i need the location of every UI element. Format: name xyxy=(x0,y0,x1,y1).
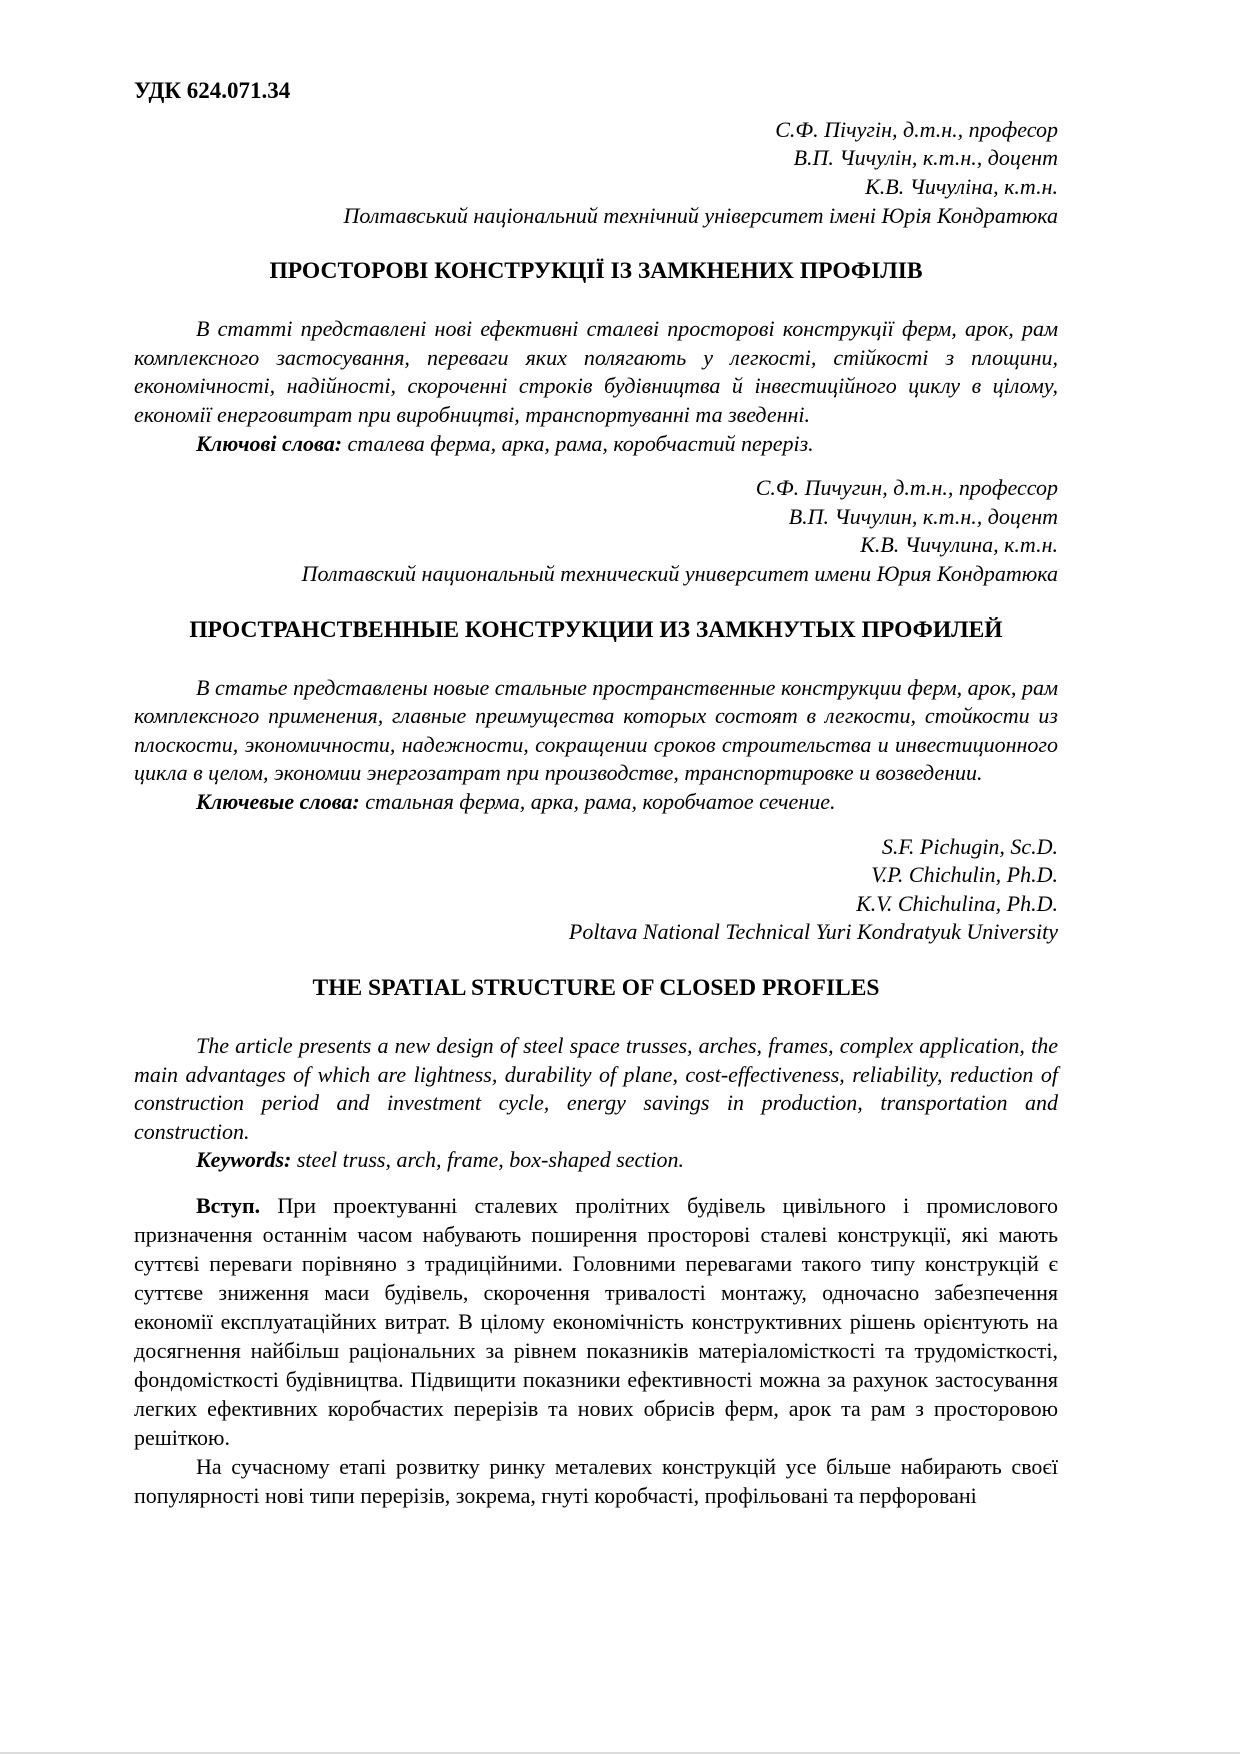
affiliation-line: Полтавський національний технічний університет імені Юрія Кондратюка xyxy=(343,202,1058,228)
intro-text: При проектуванні сталевих пролітних будівель цивільного і промислового призначення останнім часом набувають поширення просторові сталеві конструкції, які мають суттєві переваги порівняно з традиційними. Головними перевагами такого типу конструкцій є суттєве зниження маси будівель, скорочення тривалості монтажу, одночасно забезпечення економії експлуатаційних витрат. В цілому економічність конструктивних рішень орієнтують на досягнення найбільш раціональних за рівнем показників матеріаломісткості та трудомісткості, фондомісткості будівництва. Підвищити показники ефективності можна за рахунок застосування легких ефективних коробчастих перерізів та нових обрисів ферм, арок та рам з просторовою решіткою. xyxy=(134,1192,1058,1451)
keywords-text: стальная ферма, арка, рама, коробчатое сечение. xyxy=(359,789,836,815)
authors-block-uk xyxy=(134,116,1058,230)
affiliation-line: Poltava National Technical Yuri Kondratyuk University xyxy=(568,919,1058,945)
author-line: К.В. Чичуліна, к.т.н. xyxy=(865,174,1058,200)
authors-block-en xyxy=(134,833,1058,947)
section-ukrainian xyxy=(134,116,1058,458)
body-paragraph: На сучасному етапі розвитку ринку металевих конструкцій усе більше набирають своєї популярності нові типи перерізів, зокрема, гнуті коробчасті, профільовані та перфоровані xyxy=(134,1454,1058,1509)
author-line: В.П. Чичулін, к.т.н., доцент xyxy=(793,145,1058,171)
keywords-line-en xyxy=(134,1146,1058,1175)
authors-block-ru xyxy=(134,474,1058,588)
keywords-label: Keywords: xyxy=(196,1147,292,1173)
abstract-paragraph-ru: В статье представлены новые стальные пространственные конструкции ферм, арок, рам комплексного применения, главные преимущества которых состоят в легкости, стойкости из плоскости, экономичности, надежности, сокращении сроков строительства и инвестиционного цикла в целом, экономии энергозатрат при производстве, транспортировке и возведении. xyxy=(134,674,1058,786)
article-title-ru: ПРОСТРАНСТВЕННЫЕ КОНСТРУКЦИИ ИЗ ЗАМКНУТЫХ ПРОФИЛЕЙ xyxy=(189,616,1003,643)
section-english xyxy=(134,833,1058,1175)
author-line: С.Ф. Пічугін, д.т.н., професор xyxy=(775,116,1058,142)
author-line: К.В. Чичулина, к.т.н. xyxy=(860,532,1058,558)
keywords-label: Ключевые слова: xyxy=(196,789,360,815)
intro-paragraph xyxy=(134,1191,1058,1452)
section-russian xyxy=(134,474,1058,816)
keywords-label: Ключові слова: xyxy=(196,430,343,456)
body-text xyxy=(134,1191,1058,1510)
article-title-uk: ПРОСТОРОВІ КОНСТРУКЦІЇ ІЗ ЗАМКНЕНИХ ПРОФІЛІВ xyxy=(269,258,923,285)
keywords-line-ru xyxy=(134,788,1058,817)
affiliation-line: Полтавский национальный технический университет имени Юрия Кондратюка xyxy=(301,561,1058,587)
author-line: K.V. Chichulina, Ph.D. xyxy=(856,890,1058,916)
author-line: V.P. Chichulin, Ph.D. xyxy=(871,862,1058,888)
udc-code: УДК 624.071.34 xyxy=(134,78,291,103)
author-line: С.Ф. Пичугин, д.т.н., профессор xyxy=(755,475,1058,501)
keywords-text: сталева ферма, арка, рама, коробчастий переріз. xyxy=(342,430,814,456)
keywords-line-uk xyxy=(134,430,1058,459)
intro-lead: Вступ. xyxy=(196,1192,261,1218)
abstract-paragraph-en: The article presents a new design of steel space trusses, arches, frames, complex application, the main advantages of which are lightness, durability of plane, cost-effectiveness, reliability, reduction of construction period and investment cycle, energy savings in production, transportation and construction. xyxy=(134,1033,1058,1144)
author-line: В.П. Чичулин, к.т.н., доцент xyxy=(788,503,1058,529)
author-line: S.F. Pichugin, Sc.D. xyxy=(881,833,1058,859)
article-title-en: THE SPATIAL STRUCTURE OF CLOSED PROFILES xyxy=(312,974,880,1001)
abstract-paragraph-uk: В статті представлені нові ефективні сталеві просторові конструкції ферм, арок, рам комплексного застосування, переваги яких полягають у легкості, стійкості з площини, економічності, надійності, скороченні строків будівництва й інвестиційного циклу в цілому, економії енерговитрат при виробництві, транспортуванні та зведенні. xyxy=(134,316,1058,428)
keywords-text: steel truss, arch, frame, box-shaped section. xyxy=(291,1147,685,1173)
